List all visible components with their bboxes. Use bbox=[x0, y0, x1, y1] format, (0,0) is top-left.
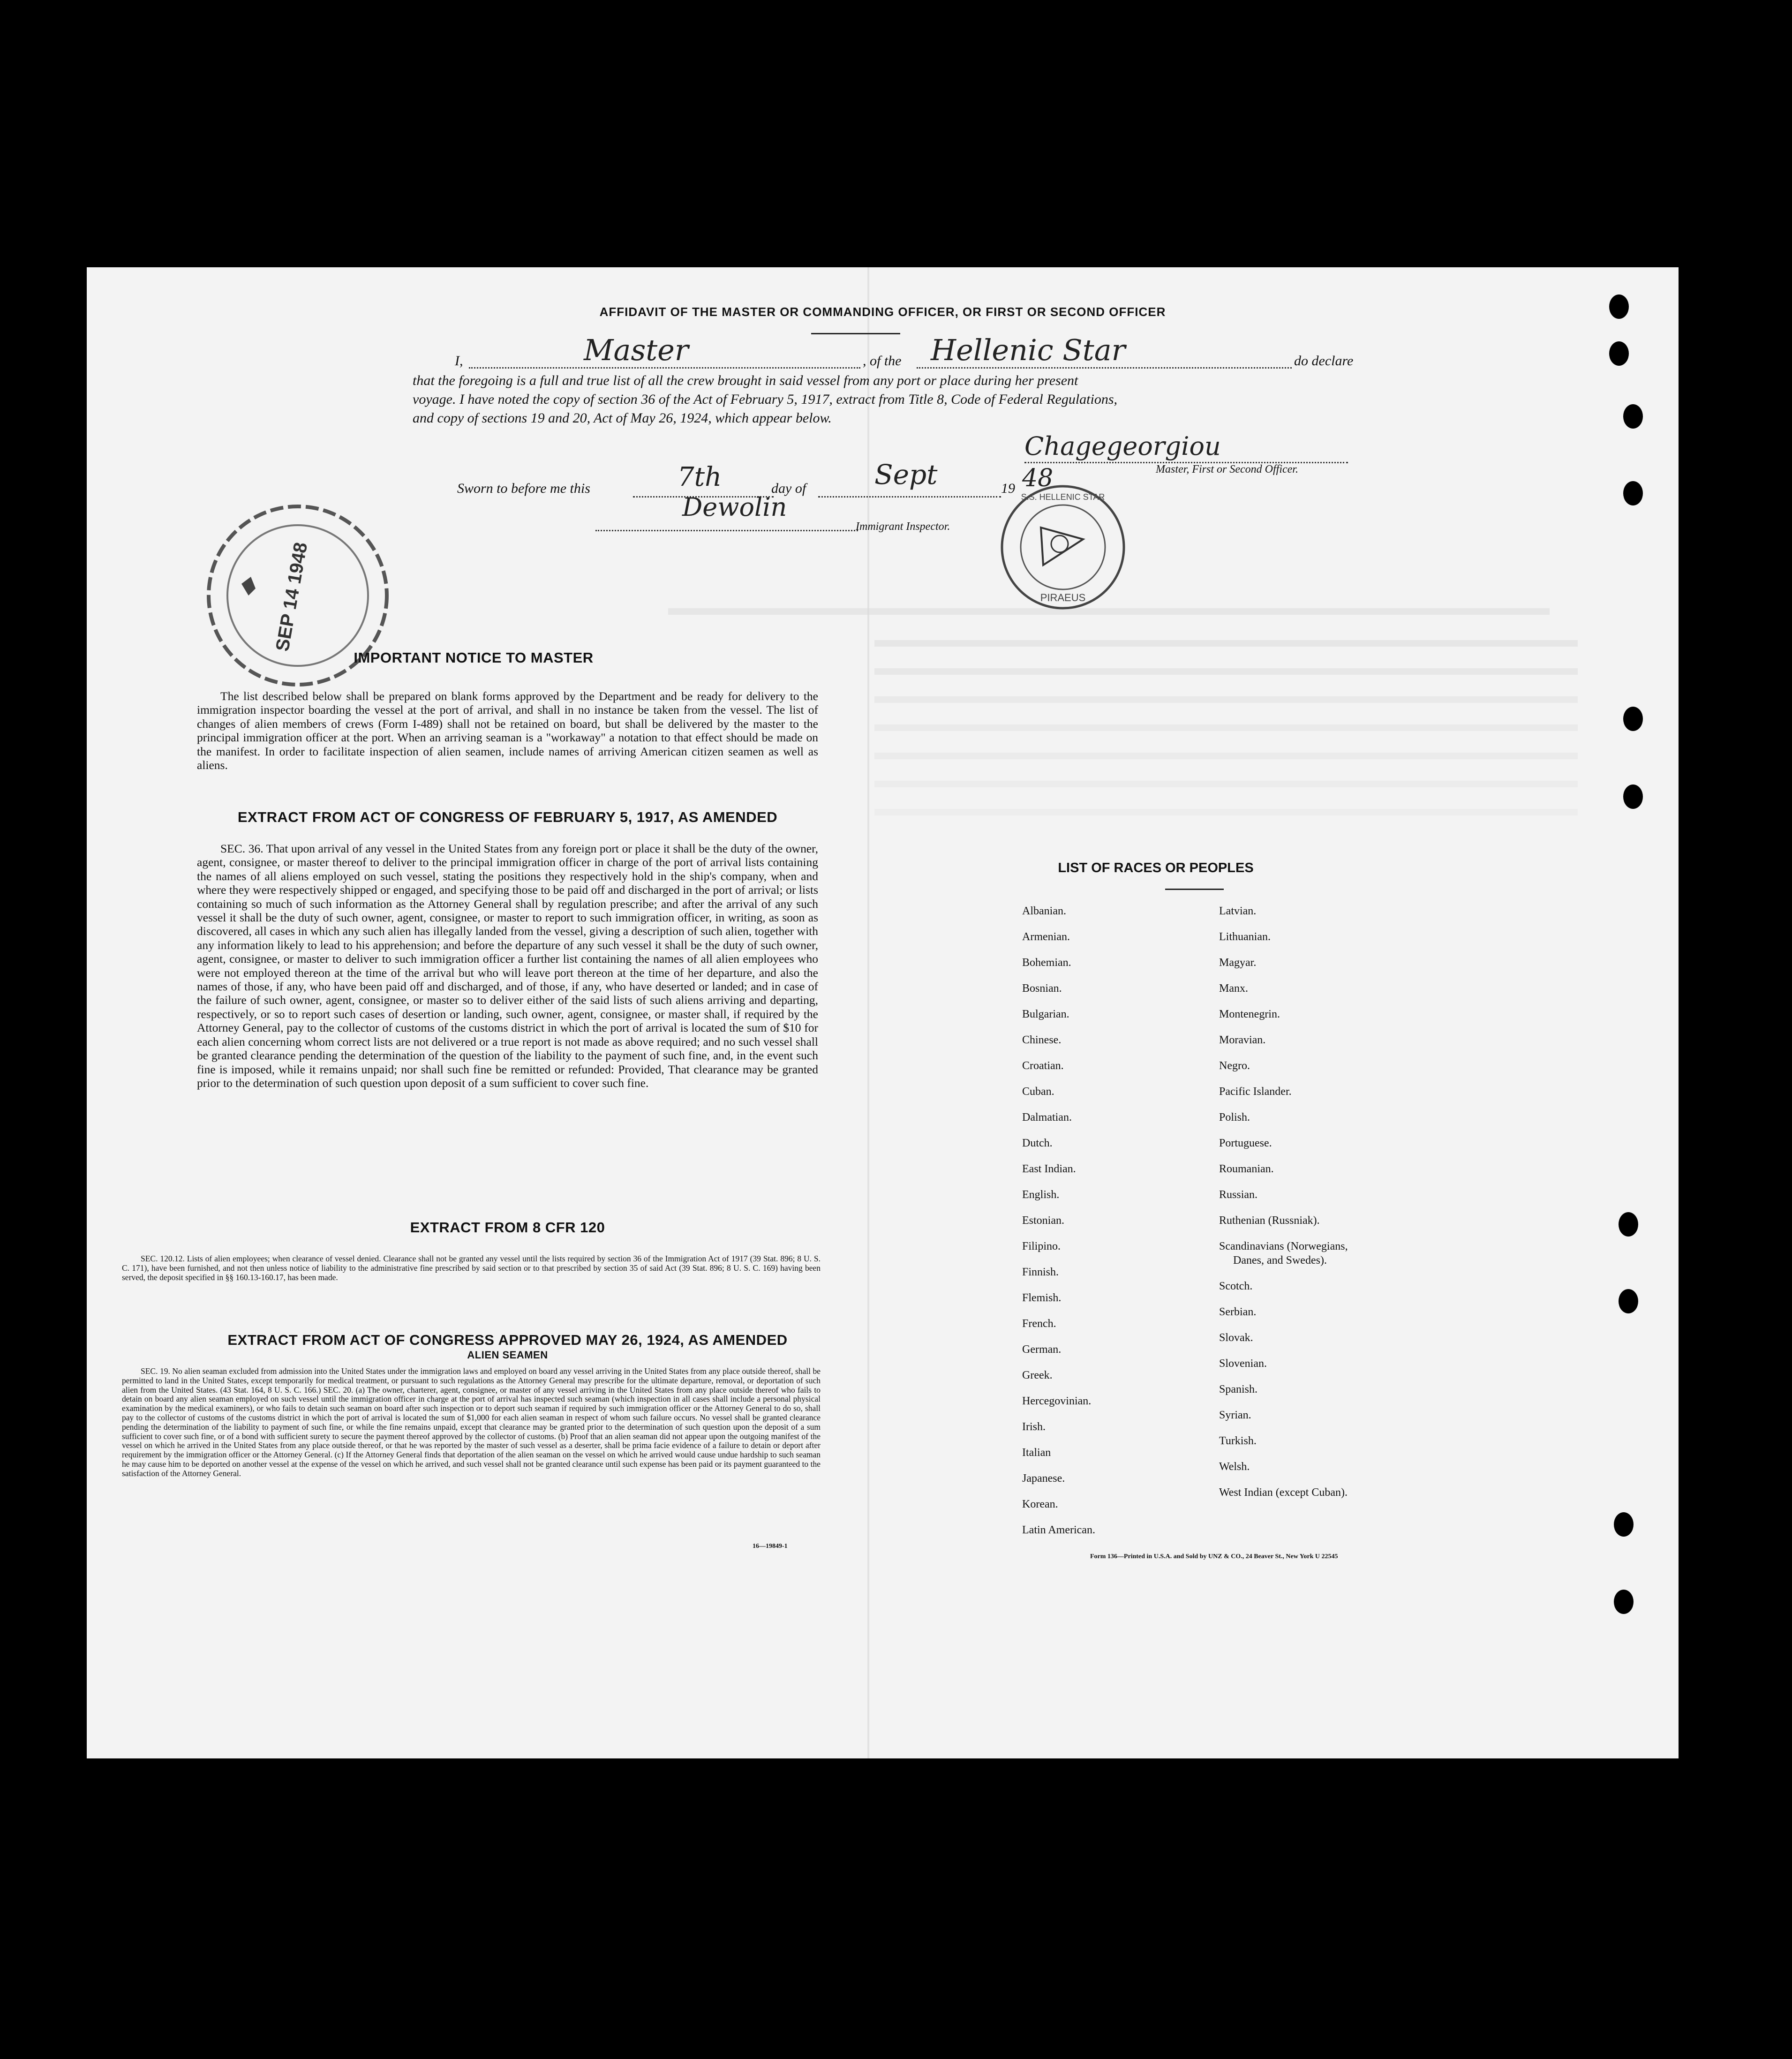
vessel-handwritten: Hellenic Star bbox=[931, 333, 1126, 367]
race-item: Turkish. bbox=[1219, 1435, 1257, 1447]
race-item: Finnish. bbox=[1022, 1266, 1059, 1278]
bleed-through bbox=[874, 640, 1578, 647]
race-item: Hercegovinian. bbox=[1022, 1395, 1092, 1407]
act1924-title: EXTRACT FROM ACT OF CONGRESS APPROVED MAY 26, 1924, AS AMENDED bbox=[227, 1332, 788, 1348]
race-item: Magyar. bbox=[1219, 957, 1257, 969]
race-item: Scotch. bbox=[1219, 1280, 1253, 1292]
race-item: Italian bbox=[1022, 1447, 1051, 1459]
affidavit-line-4: and copy of sections 19 and 20, Act of May 26, 1924, which appear below. bbox=[413, 410, 832, 426]
race-item: French. bbox=[1022, 1318, 1056, 1330]
cfr-text: SEC. 120.12. Lists of alien employees; when clearance of vessel denied. Clearance shall not be granted any vessel until the lists required by section 36 of the Immigration Act of 1917 (39 Stat. 896; 8 U. S. C. 171), have been furnished, and not then unless notice of liability to the administrative fine prescribed by said section or to that prescribed by section 35 of said Act (39 Stat. 896; 8 U. S. C. 169) having been served, the deposit specified in §§ 160.13-160.17, has been made. bbox=[122, 1254, 821, 1282]
act1917-text: SEC. 36. That upon arrival of any vessel in the United States from any foreign port or place it shall be the duty of the owner, agent, consignee, or master thereof to deliver to the principal immigration officer in charge of the port of arrival lists containing the names of all aliens employed on such vessel, stating the positions they respectively hold in the ship's company, when and where they were respectively shipped or engaged, and specifying those to be paid off and discharged in the port of arrival; or lists containing so much of such information as the Attorney General shall by regulation prescribe; and after the arrival of any such vessel it shall be the duty of such owner, agent, consignee, or master to report to such immigration officer, in writing, as soon as discovered, all cases in which any such alien has illegally landed from the vessel, giving a description of such alien, together with any information likely to lead to his apprehension; and before the departure of any such vessel it shall be the duty of such owner, agent, consignee, or master to deliver to such immigration officer a further list containing the names of all alien employees who were not employed thereon at the time of the arrival but who will leave port thereon at the time of her departure, and also the names of those, if any, who have been paid off and discharged, and of those, if any, who have deserted or landed; and in case of the failure of such owner, agent, consignee, or master so to deliver either of the said lists of such aliens arriving and departing, respectively, or so to report such cases of desertion or landing, such owner, agent, consignee, or master shall, if required by the Attorney General, pay to the collector of customs of the customs district in which the port of arrival is located the sum of $10 for each alien concerning whom correct lists are not delivered or a true report is not made as above required; and no such vessel shall be granted clearance pending the determination of the question of the liability to the payment of such fine, and, in the event such fine is imposed, while it remains unpaid; nor shall such fine be remitted or refunded: Provided, That clearance may be granted prior to the determination of such question upon deposit of a sum sufficient to cover such fine. bbox=[197, 842, 818, 1090]
race-item: Dalmatian. bbox=[1022, 1111, 1072, 1124]
race-item: Armenian. bbox=[1022, 931, 1070, 943]
race-item: West Indian (except Cuban). bbox=[1219, 1486, 1348, 1499]
binder-hole bbox=[1623, 707, 1643, 731]
bleed-through bbox=[874, 809, 1578, 815]
notice-text: The list described below shall be prepared on blank forms approved by the Department and be ready for delivery to the immigration inspector boarding the vessel at the port of arrival, and shall in no instance be taken from the vessel. The list of changes of alien members of crews (Form I-489) shall not be retained on board, but shall be delivered by the master to the principal immigration officer at the port. When an arriving seaman is a "workaway" a notation to that effect should be made on the manifest. In order to facilitate inspection of alien seamen, include names of arriving American citizen seamen as well as aliens. bbox=[197, 689, 818, 772]
bleed-through bbox=[874, 724, 1578, 731]
race-item: Ruthenian (Russniak). bbox=[1219, 1214, 1320, 1227]
do-declare-label: do declare bbox=[1294, 353, 1354, 369]
sworn-label: Sworn to before me this bbox=[457, 481, 590, 496]
binder-hole bbox=[1609, 341, 1629, 366]
bleed-through bbox=[874, 781, 1578, 787]
act1917-title: EXTRACT FROM ACT OF CONGRESS OF FEBRUARY 5, 1917, AS AMENDED bbox=[237, 809, 778, 825]
bleed-through bbox=[874, 753, 1578, 759]
race-item: Filipino. bbox=[1022, 1240, 1061, 1252]
race-item: Russian. bbox=[1219, 1189, 1258, 1201]
race-item: Roumanian. bbox=[1219, 1163, 1274, 1175]
printer-footer: Form 136—Printed in U.S.A. and Sold by UNZ & CO., 24 Beaver St., New York U 22545 bbox=[1090, 1553, 1338, 1560]
race-item: Scandinavians (Norwegians, bbox=[1219, 1240, 1348, 1252]
race-item: Latin American. bbox=[1022, 1524, 1095, 1536]
race-item: Cuban. bbox=[1022, 1086, 1054, 1098]
race-item: Welsh. bbox=[1219, 1461, 1250, 1473]
binder-hole bbox=[1619, 1212, 1638, 1237]
race-item: Chinese. bbox=[1022, 1034, 1062, 1046]
race-item: East Indian. bbox=[1022, 1163, 1076, 1175]
race-item: Irish. bbox=[1022, 1421, 1046, 1433]
ship-stamp-bottom: PIRAEUS bbox=[1040, 592, 1086, 603]
master-handwritten: Master bbox=[584, 333, 689, 367]
cfr-title: EXTRACT FROM 8 CFR 120 bbox=[410, 1219, 605, 1236]
race-item: Montenegrin. bbox=[1219, 1008, 1280, 1020]
race-item: Syrian. bbox=[1219, 1409, 1251, 1421]
ship-stamp bbox=[999, 483, 1128, 612]
race-item: Manx. bbox=[1219, 982, 1248, 995]
of-the-label: , of the bbox=[863, 353, 902, 369]
race-item: Japanese. bbox=[1022, 1472, 1065, 1485]
race-item: Serbian. bbox=[1219, 1306, 1257, 1318]
officer-signature: Chagegeorgiou bbox=[1024, 431, 1221, 461]
bleed-through bbox=[874, 668, 1578, 675]
inspector-line bbox=[595, 530, 858, 531]
binder-hole bbox=[1609, 294, 1629, 319]
race-item: Croatian. bbox=[1022, 1060, 1064, 1072]
race-item: Flemish. bbox=[1022, 1292, 1062, 1304]
act1924-text: SEC. 19. No alien seaman excluded from admission into the United States under the immigration laws and employed on board any vessel arriving in the United States from any place outside thereof, shall be permitted to land in the United States, except temporarily for medical treatment, or pursuant to such regulations as the Attorney General may prescribe for the ultimate departure, removal, or deportation of such alien from the United States. (43 Stat. 164, 8 U. S. C. 166.) SEC. 20. (a) The owner, charterer, agent, consignee, or master of any vessel arriving in the United States from any place outside thereof who fails to detain on board any alien seaman employed on such vessel until the immigration officer in charge at the port of arrival has inspected such seaman (which inspection in all cases shall include a personal physical examination by the medical examiners), or who fails to detain such seaman on board after such inspection or to deport such seaman if required by such immigration officer or the Attorney General to do so, shall pay to the collector of customs of the customs district in which the port of arrival is located the sum of $1,000 for each alien seaman in respect of whom such failure occurs. No vessel shall be granted clearance pending the determination of the liability to payment of such fine, or while the fine remains unpaid, except that clearance may be granted prior to the determination of such question upon the deposit of a sum sufficient to cover such fine, or of a bond with sufficient surety to secure the payment thereof approved by the collector of customs. (b) Proof that an alien seaman did not appear upon the outgoing manifest of the vessel on which he arrived in the United States from any place outside thereof, or that he was reported by the master of such vessel as a deserter, shall be prima facie evidence of a failure to detain or deport after requirement by the immigration officer or the Attorney General. (c) If the Attorney General finds that deportation of the alien seaman on the vessel on which he arrived would cause undue hardship to such seaman he may cause him to be deported on another vessel at the expense of the vessel on which he arrived, and such vessel shall not be granted clearance until such expense has been paid or its payment guaranteed to the satisfaction of the Attorney General. bbox=[122, 1366, 821, 1478]
affidavit-line-3: voyage. I have noted the copy of section 36 of the Act of February 5, 1917, extract from Title 8, Code of Federal Regulations, bbox=[413, 392, 1118, 407]
act1924-subtitle: ALIEN SEAMEN bbox=[467, 1349, 548, 1361]
race-item: Latvian. bbox=[1219, 905, 1257, 917]
officer-caption: Master, First or Second Officer. bbox=[1156, 463, 1298, 475]
vessel-name-line bbox=[917, 367, 1292, 369]
race-item: Greek. bbox=[1022, 1369, 1053, 1381]
race-item: Korean. bbox=[1022, 1498, 1058, 1510]
affidavit-line-2: that the foregoing is a full and true list of all the crew brought in said vessel from any port or place during her present bbox=[413, 373, 1078, 388]
race-item: English. bbox=[1022, 1189, 1060, 1201]
day-of-label: day of bbox=[771, 481, 806, 496]
race-item: Lithuanian. bbox=[1219, 931, 1271, 943]
race-item: Spanish. bbox=[1219, 1383, 1258, 1395]
binder-hole bbox=[1623, 481, 1643, 505]
year-prefix: 19 bbox=[1001, 481, 1015, 496]
race-item: Moravian. bbox=[1219, 1034, 1266, 1046]
race-item: Slovak. bbox=[1219, 1332, 1253, 1344]
binder-hole bbox=[1623, 404, 1643, 429]
year-handwritten: 48 bbox=[1022, 464, 1054, 492]
race-item: German. bbox=[1022, 1343, 1062, 1356]
binder-hole bbox=[1614, 1590, 1634, 1614]
race-item: Portuguese. bbox=[1219, 1137, 1272, 1149]
binder-hole bbox=[1619, 1289, 1638, 1313]
bleed-through bbox=[874, 696, 1578, 703]
notice-title: IMPORTANT NOTICE TO MASTER bbox=[354, 649, 594, 666]
races-rule bbox=[1165, 889, 1224, 890]
form-code: 16—19849-1 bbox=[753, 1543, 788, 1550]
month-handwritten: Sept bbox=[874, 459, 938, 490]
ship-stamp-top: S.S. HELLENIC STAR bbox=[1021, 492, 1105, 502]
master-name-line bbox=[469, 367, 860, 369]
race-item: Albanian. bbox=[1022, 905, 1066, 917]
title-rule bbox=[811, 333, 900, 334]
date-stamp-text: SEP 14 1948 bbox=[272, 541, 312, 653]
binder-hole bbox=[1623, 784, 1643, 809]
race-item: Bohemian. bbox=[1022, 957, 1071, 969]
race-item: Bosnian. bbox=[1022, 982, 1062, 995]
race-item: Dutch. bbox=[1022, 1137, 1053, 1149]
race-item: Slovenian. bbox=[1219, 1358, 1267, 1370]
manifest-page bbox=[87, 267, 1679, 1758]
page-fold bbox=[867, 267, 869, 1758]
race-item: Pacific Islander. bbox=[1219, 1086, 1292, 1098]
race-item: Bulgarian. bbox=[1022, 1008, 1069, 1020]
race-item: Negro. bbox=[1219, 1060, 1250, 1072]
i-label: I, bbox=[455, 353, 463, 369]
day-handwritten: 7th bbox=[678, 462, 722, 492]
month-line bbox=[818, 496, 1001, 498]
races-title: LIST OF RACES OR PEOPLES bbox=[1058, 860, 1254, 875]
race-item: Polish. bbox=[1219, 1111, 1250, 1124]
race-item: Danes, and Swedes). bbox=[1233, 1254, 1327, 1267]
race-item: Estonian. bbox=[1022, 1214, 1064, 1227]
binder-hole bbox=[1614, 1512, 1634, 1537]
inspector-caption: Immigrant Inspector. bbox=[856, 520, 950, 533]
inspector-signature: Dewolin bbox=[682, 492, 787, 522]
affidavit-title: AFFIDAVIT OF THE MASTER OR COMMANDING OFFICER, OR FIRST OR SECOND OFFICER bbox=[599, 305, 1166, 319]
